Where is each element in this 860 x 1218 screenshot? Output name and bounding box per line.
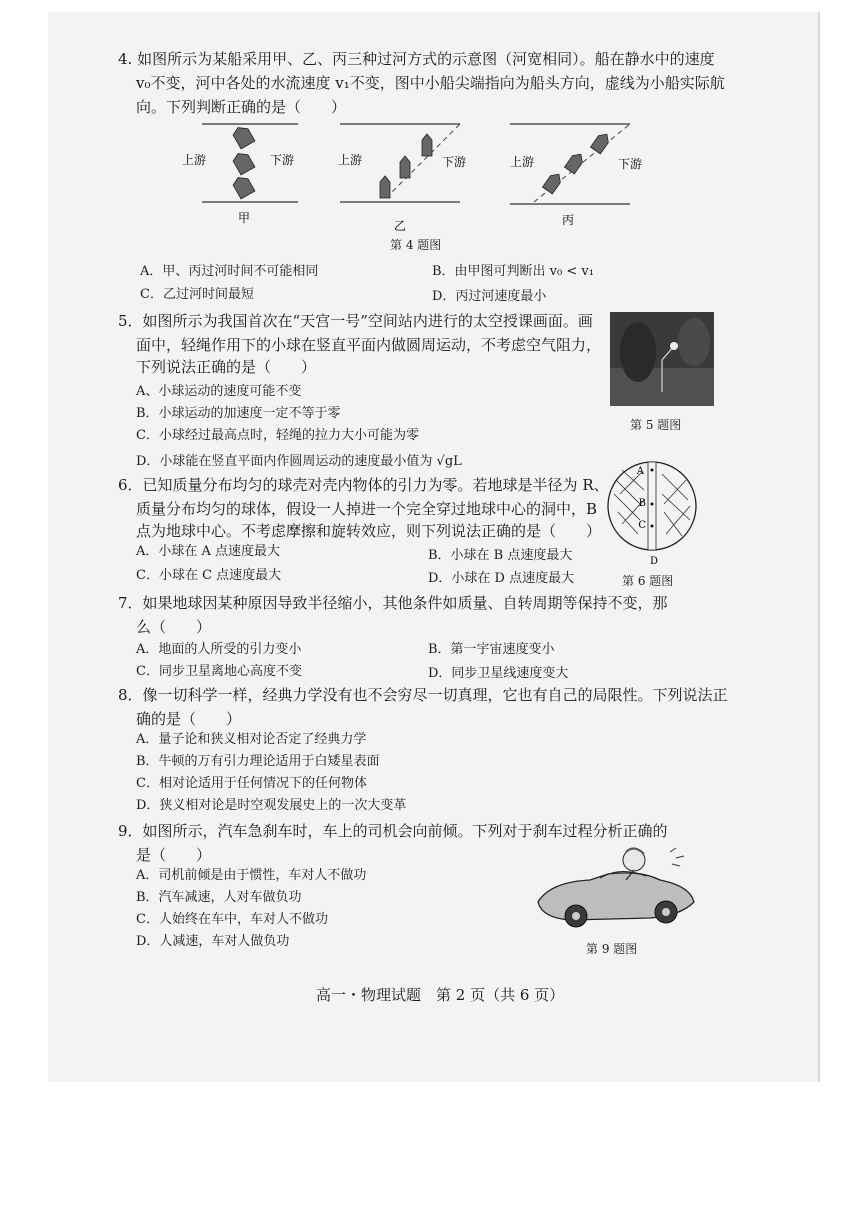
q5-stem-line2: 面中，轻绳作用下的小球在竖直平面内做圆周运动，不考虑空气阻力， [136, 336, 602, 354]
q6-stem-line1: 6．已知质量分布均匀的球壳对壳内物体的引力为零。若地球是半径为 R、 [118, 476, 609, 494]
q7-stem-line1: 7．如果地球因某种原因导致半径缩小，其他条件如质量、自转周期等保持不变，那 [118, 594, 668, 612]
q9-option-d: D．人减速，车对人做负功 [136, 934, 290, 949]
q6-caption: 第 6 题图 [622, 574, 674, 588]
q7-option-a: A．地面的人所受的引力变小 [136, 642, 302, 657]
q6-option-a: A．小球在 A 点速度最大 [136, 544, 281, 559]
q6-option-b: B．小球在 B 点速度最大 [428, 548, 573, 563]
q4-label-bing: 丙 [561, 213, 575, 227]
q6-point-a: A [636, 466, 644, 477]
q5-option-c: C．小球经过最高点时，轻绳的拉力大小可能为零 [136, 428, 419, 443]
q5-stem-line1: 5．如图所示为我国首次在“天宫一号”空间站内进行的太空授课画面。画 [118, 312, 593, 330]
q9-option-b: B．汽车减速，人对车做负功 [136, 890, 302, 905]
q9-car-illustration [530, 846, 700, 934]
q4-bing-downstream: 下游 [618, 157, 643, 171]
q4-option-a: A．甲、丙过河时间不可能相同 [140, 264, 319, 279]
q4-figure-jia [180, 118, 310, 228]
q8-stem-line2: 确的是（ ） [136, 710, 242, 728]
q5-option-d: D．小球能在竖直平面内作圆周运动的速度最小值为 √gL [136, 454, 462, 469]
q4-stem-line1: 4. 如图所示为某船采用甲、乙、丙三种过河方式的示意图（河宽相同）。船在静水中的速度 [118, 50, 715, 68]
q4-option-c: C．乙过河时间最短 [140, 287, 254, 302]
q4-label-yi: 乙 [393, 219, 407, 233]
q5-photo [610, 312, 714, 406]
q6-option-c: C．小球在 C 点速度最大 [136, 568, 282, 583]
q4-yi-upstream: 上游 [338, 153, 363, 167]
q8-option-a: A．量子论和狭义相对论否定了经典力学 [136, 732, 367, 747]
page-footer: 高一・物理试题 第 2 页（共 6 页） [316, 986, 565, 1004]
q6-point-c: C [638, 520, 646, 531]
q9-stem-line1: 9．如图所示，汽车急刹车时，车上的司机会向前倾。下列对于刹车过程分析正确的 [118, 822, 668, 840]
q9-option-a: A．司机前倾是由于惯性，车对人不做功 [136, 868, 367, 883]
q7-option-c: C．同步卫星离地心高度不变 [136, 664, 302, 679]
q4-figure-yi [334, 118, 474, 236]
q4-yi-downstream: 下游 [442, 155, 467, 169]
q5-option-a: A、小球运动的速度可能不变 [136, 384, 302, 399]
q6-earth-figure [602, 450, 702, 568]
q6-point-d: D [649, 556, 659, 567]
q5-caption: 第 5 题图 [630, 418, 682, 432]
q8-stem-line1: 8．像一切科学一样，经典力学没有也不会穷尽一切真理，它也有自己的局限性。下列说法正 [118, 686, 728, 704]
q4-jia-downstream: 下游 [270, 153, 295, 167]
q9-caption: 第 9 题图 [586, 942, 638, 956]
q7-option-b: B．第一宇宙速度变小 [428, 642, 555, 657]
q6-stem-line2: 质量分布均匀的球体，假设一人掉进一个完全穿过地球中心的洞中，B [136, 500, 598, 518]
q4-option-d: D．丙过河速度最小 [432, 289, 547, 304]
q8-option-b: B．牛顿的万有引力理论适用于白矮星表面 [136, 754, 380, 769]
q4-caption: 第 4 题图 [390, 238, 442, 252]
q7-stem-line2: 么（ ） [136, 618, 212, 636]
q6-option-d: D．小球在 D 点速度最大 [428, 571, 575, 586]
q5-option-b: B．小球运动的加速度一定不等于零 [136, 406, 341, 421]
q8-option-c: C．相对论适用于任何情况下的任何物体 [136, 776, 367, 791]
q4-stem-line2: v₀不变，河中各处的水流速度 v₁不变，图中小船尖端指向为船头方向，虚线为小船实际航 [136, 74, 725, 92]
q7-option-d: D．同步卫星线速度变大 [428, 666, 569, 681]
q4-label-jia: 甲 [237, 211, 251, 225]
q4-jia-upstream: 上游 [182, 153, 207, 167]
q6-point-b: B [638, 498, 646, 509]
q4-figure-bing [506, 116, 646, 230]
q9-option-c: C．人始终在车中，车对人不做功 [136, 912, 328, 927]
q6-stem-line3: 点为地球中心。不考虑摩擦和旋转效应，则下列说法正确的是（ ） [136, 522, 602, 540]
q5-stem-line3: 下列说法正确的是（ ） [136, 358, 317, 376]
q9-stem-line2: 是（ ） [136, 846, 212, 864]
q8-option-d: D．狭义相对论是时空观发展史上的一次大变革 [136, 798, 407, 813]
q4-option-b: B．由甲图可判断出 v₀ < v₁ [432, 264, 594, 279]
q4-stem-line3: 向。下列判断正确的是（ ） [136, 98, 347, 116]
q4-bing-upstream: 上游 [510, 155, 535, 169]
